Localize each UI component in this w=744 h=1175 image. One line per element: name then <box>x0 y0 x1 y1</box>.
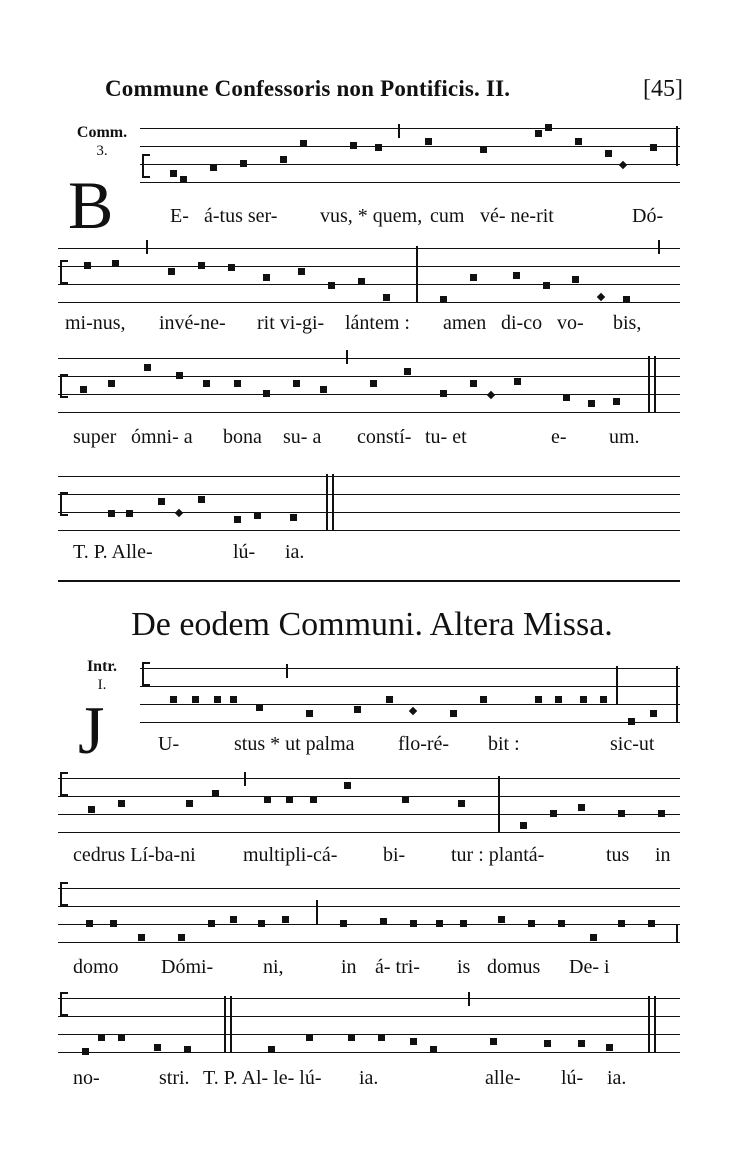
division-mark <box>468 992 470 1006</box>
staff-line <box>140 146 680 147</box>
neume <box>545 124 552 131</box>
neume <box>409 707 417 715</box>
division-mark <box>244 772 246 786</box>
neume <box>648 920 655 927</box>
neume <box>404 368 411 375</box>
staff-line <box>140 668 680 669</box>
neume <box>544 1040 551 1047</box>
clef <box>60 772 68 796</box>
neume <box>358 278 365 285</box>
neume <box>214 696 221 703</box>
neume <box>234 380 241 387</box>
neume <box>88 806 95 813</box>
initial-letter: B <box>68 167 114 243</box>
bar-line <box>654 996 656 1052</box>
bar-line <box>498 776 500 832</box>
neume <box>498 916 505 923</box>
neume <box>170 170 177 177</box>
clef <box>142 154 150 178</box>
staff-line <box>140 128 680 129</box>
neume <box>306 1034 313 1041</box>
lyrics-line-5: U- stus * ut palma flo-ré- bit : sic-ut <box>158 733 655 755</box>
neume <box>110 920 117 927</box>
neume <box>520 822 527 829</box>
staff-line <box>58 796 680 797</box>
clef <box>60 374 68 398</box>
neume <box>440 390 447 397</box>
neume <box>168 268 175 275</box>
staff-line <box>58 1034 680 1035</box>
staff-3 <box>58 350 680 410</box>
neume <box>514 378 521 385</box>
division-mark <box>398 124 400 138</box>
clef <box>142 662 150 686</box>
staff-line <box>140 686 680 687</box>
bar-line <box>616 666 618 704</box>
staff-line <box>58 924 680 925</box>
neume <box>543 282 550 289</box>
neume <box>264 796 271 803</box>
lyrics-line-2: mi-nus, invé-ne- rit vi-gi- lántem : amen di-co vo- bis, <box>65 312 642 334</box>
bar-line <box>654 356 656 412</box>
neume <box>378 1034 385 1041</box>
neume <box>623 296 630 303</box>
neume <box>230 916 237 923</box>
lyrics-line-1: E- á-tus ser- vus, * quem, cum vé- ne-rit Dó- <box>170 205 664 227</box>
staff-line <box>58 512 680 513</box>
neume <box>300 140 307 147</box>
neume <box>354 706 361 713</box>
clef <box>60 882 68 906</box>
neume <box>170 696 177 703</box>
neume <box>613 398 620 405</box>
staff-line <box>58 1052 680 1053</box>
neume <box>380 918 387 925</box>
neume <box>600 696 607 703</box>
neume <box>580 696 587 703</box>
bar-line <box>416 246 418 302</box>
neume <box>606 1044 613 1051</box>
lyrics-line-3: super ómni- a bona su- a constí- tu- et e- um. <box>73 426 640 448</box>
neume <box>618 920 625 927</box>
neume <box>348 1034 355 1041</box>
neume <box>340 920 347 927</box>
clef <box>60 492 68 516</box>
neume <box>410 920 417 927</box>
staff-7 <box>58 880 680 940</box>
staff-line <box>58 906 680 907</box>
neume <box>118 1034 125 1041</box>
neume <box>410 1038 417 1045</box>
staff-2 <box>58 240 680 300</box>
staff-line <box>58 1016 680 1017</box>
staff-6 <box>58 770 680 830</box>
neume <box>256 704 263 711</box>
staff-1 <box>140 120 680 180</box>
staff-line <box>58 376 680 377</box>
staff-line <box>140 722 680 723</box>
neume <box>138 934 145 941</box>
neume <box>254 512 261 519</box>
staff-line <box>58 248 680 249</box>
neume <box>550 810 557 817</box>
neume <box>375 144 382 151</box>
neume <box>386 696 393 703</box>
neume <box>290 514 297 521</box>
neume <box>450 710 457 717</box>
neume <box>480 696 487 703</box>
lyrics-line-4: T. P. Alle- lú- ia. <box>73 541 305 563</box>
neume <box>203 380 210 387</box>
neume <box>126 510 133 517</box>
neume <box>208 920 215 927</box>
neume <box>176 372 183 379</box>
staff-line <box>58 998 680 999</box>
neume <box>370 380 377 387</box>
section-title: De eodem Communi. Altera Missa. <box>131 606 613 643</box>
staff-line <box>58 266 680 267</box>
neume <box>460 920 467 927</box>
neume <box>650 710 657 717</box>
staff-line <box>58 888 680 889</box>
neume <box>480 146 487 153</box>
neume <box>175 509 183 517</box>
neume <box>528 920 535 927</box>
neume <box>328 282 335 289</box>
neume <box>425 138 432 145</box>
bar-line <box>224 996 226 1052</box>
neume <box>402 796 409 803</box>
neume <box>344 782 351 789</box>
neume <box>619 161 627 169</box>
neume <box>658 810 665 817</box>
neume <box>198 262 205 269</box>
neume <box>605 150 612 157</box>
neume <box>436 920 443 927</box>
neume <box>590 934 597 941</box>
neume <box>458 800 465 807</box>
neume <box>310 796 317 803</box>
bar-line <box>316 900 318 924</box>
neume <box>487 391 495 399</box>
bar-line <box>230 996 232 1052</box>
lyrics-line-7: domo Dómi- ni, in á- tri- is domus De- i <box>73 956 610 978</box>
neume <box>154 1044 161 1051</box>
neume <box>240 160 247 167</box>
neume <box>258 920 265 927</box>
neume <box>535 130 542 137</box>
staff-line <box>58 284 680 285</box>
neume <box>440 296 447 303</box>
chant-type-label-2: Intr. I. <box>86 658 118 693</box>
bar-line <box>648 996 650 1052</box>
staff-line <box>58 412 680 413</box>
neume <box>563 394 570 401</box>
neume <box>84 262 91 269</box>
staff-line <box>58 942 680 943</box>
neume <box>578 1040 585 1047</box>
neume <box>578 804 585 811</box>
neume <box>572 276 579 283</box>
bar-line <box>332 474 334 530</box>
staff-5 <box>140 660 680 720</box>
neume <box>86 920 93 927</box>
neume <box>198 496 205 503</box>
neume <box>98 1034 105 1041</box>
neume <box>82 1048 89 1055</box>
neume <box>430 1046 437 1053</box>
neume <box>192 696 199 703</box>
clef <box>60 992 68 1016</box>
neume <box>306 710 313 717</box>
staff-line <box>58 530 680 531</box>
neume <box>298 268 305 275</box>
neume <box>118 800 125 807</box>
neume <box>535 696 542 703</box>
neume <box>383 294 390 301</box>
neume <box>184 1046 191 1053</box>
neume <box>80 386 87 393</box>
neume <box>282 916 289 923</box>
neume <box>186 800 193 807</box>
neume <box>144 364 151 371</box>
staff-line <box>58 476 680 477</box>
bar-line <box>676 126 678 166</box>
division-mark <box>346 350 348 364</box>
neume <box>628 718 635 725</box>
initial-letter-2: J <box>78 692 105 768</box>
clef <box>60 260 68 284</box>
page-title: Commune Confessoris non Pontificis. II. <box>105 76 511 101</box>
page-number: [45] <box>643 76 683 102</box>
neume <box>263 390 270 397</box>
division-mark <box>658 240 660 254</box>
staff-line <box>58 832 680 833</box>
staff-line <box>58 358 680 359</box>
page-header <box>105 76 685 106</box>
neume <box>618 810 625 817</box>
staff-line <box>58 394 680 395</box>
neume <box>210 164 217 171</box>
neume <box>212 790 219 797</box>
bar-line <box>676 666 678 722</box>
division-mark <box>286 664 288 678</box>
neume <box>108 510 115 517</box>
neume <box>286 796 293 803</box>
neume <box>490 1038 497 1045</box>
staff-line <box>140 164 680 165</box>
neume <box>558 920 565 927</box>
staff-4 <box>58 468 348 528</box>
neume <box>158 498 165 505</box>
neume <box>180 176 187 183</box>
staff-line <box>58 494 680 495</box>
neume <box>650 144 657 151</box>
staff-line <box>140 704 680 705</box>
staff-8 <box>58 990 680 1050</box>
bar-line <box>326 474 328 530</box>
division-mark <box>146 240 148 254</box>
neume <box>350 142 357 149</box>
neume <box>470 274 477 281</box>
neume <box>320 386 327 393</box>
lyrics-line-8: no- stri. T. P. Al- le- lú- ia. alle- lú- ia. <box>73 1067 627 1089</box>
staff-line <box>58 778 680 779</box>
staff-line <box>58 814 680 815</box>
neume <box>588 400 595 407</box>
bar-line <box>676 924 678 942</box>
neume <box>280 156 287 163</box>
section-divider <box>58 580 680 582</box>
staff-line <box>140 182 680 183</box>
neume <box>108 380 115 387</box>
neume <box>178 934 185 941</box>
neume <box>268 1046 275 1053</box>
chant-type-label: Comm. 3. <box>76 124 128 159</box>
neume <box>597 293 605 301</box>
neume <box>234 516 241 523</box>
lyrics-line-6: cedrus Lí-ba-ni multipli-cá- bi- tur : plantá- tus in <box>73 844 671 866</box>
neume <box>470 380 477 387</box>
neume <box>228 264 235 271</box>
staff-line <box>58 302 680 303</box>
neume <box>263 274 270 281</box>
neume <box>575 138 582 145</box>
neume <box>112 260 119 267</box>
neume <box>293 380 300 387</box>
neume <box>513 272 520 279</box>
neume <box>230 696 237 703</box>
neume <box>555 696 562 703</box>
bar-line <box>648 356 650 412</box>
